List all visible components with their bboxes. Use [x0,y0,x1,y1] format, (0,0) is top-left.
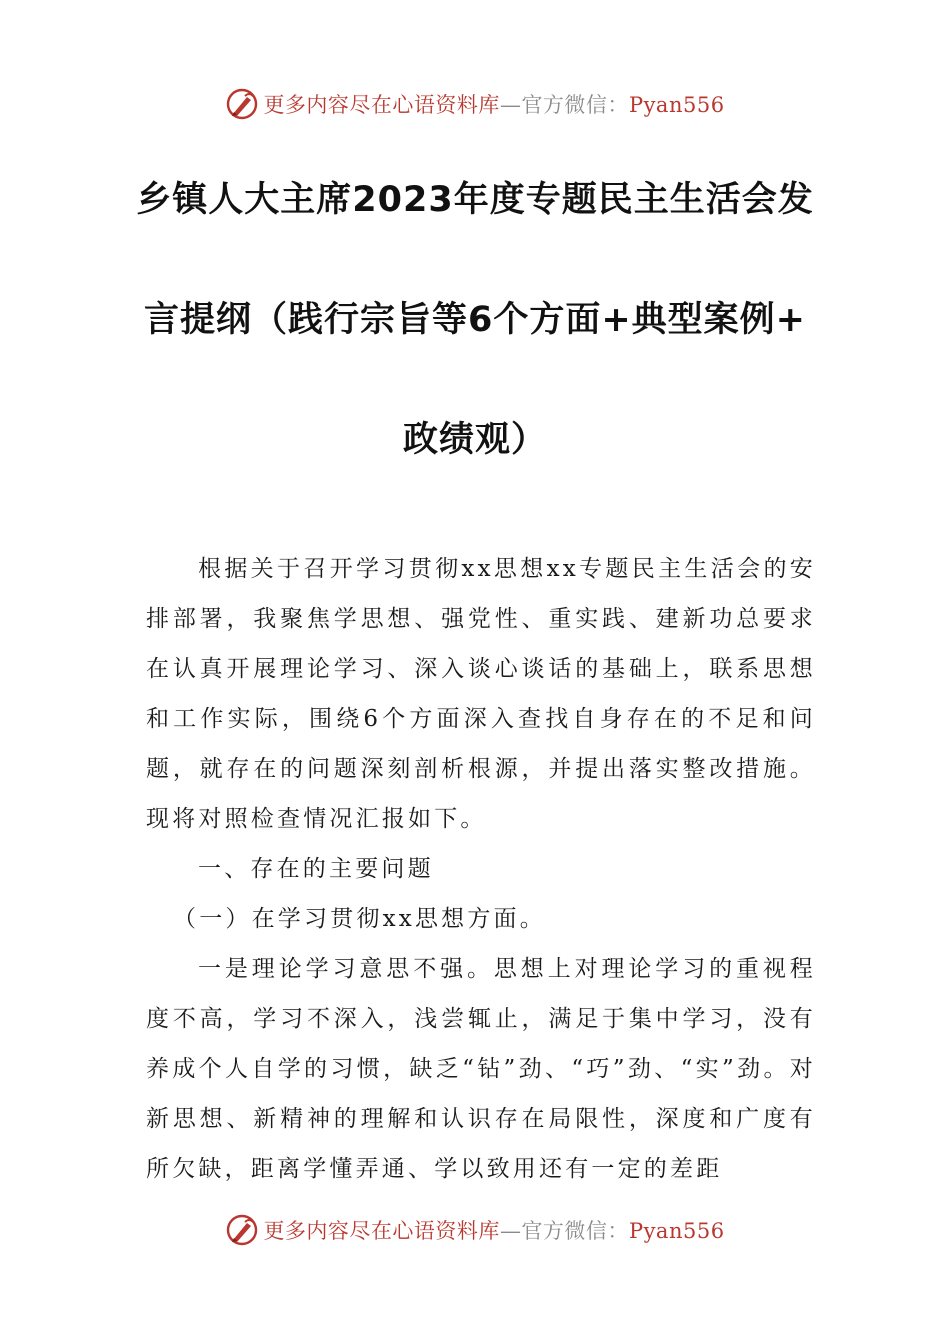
banner-sep: —官方微信： [499,93,629,117]
banner-wechat: Pyan556 [628,93,725,117]
banner-wechat: Pyan556 [628,1219,725,1243]
header-banner [0,84,950,124]
pen-logo-icon [225,87,259,121]
banner-main: 更多内容尽在心语资料库 [263,1219,500,1243]
doc-title-line-3: 政绩观） [402,420,547,460]
doc-title-line-1: 乡镇人大主席2023年度专题民主生活会发 [136,180,814,220]
doc-title-line-2: 言提纲（践行宗旨等6个方面+典型案例+ [143,300,806,340]
pen-logo-icon [225,1213,259,1247]
banner-sep: —官方微信： [499,1219,629,1243]
point-paragraph-1: 一是理论学习意思不强。思想上对理论学习的重视程度不高，学习不深入，浅尝辄止，满足于集中学习，没有养成个人自学的习惯，缺乏“钻”劲、“巧”劲、“实”劲。对新思想、新精神的理解和认识存在局限性，深度和广度有所欠缺，距离学懂弄通、学以致用还有一定的差距 [146,956,816,1182]
banner-text [263,89,724,119]
subsection-heading-1: （一）在学习贯彻xx思想方面。 [173,906,546,932]
banner-main: 更多内容尽在心语资料库 [263,93,500,117]
footer-banner [0,1210,950,1250]
intro-paragraph: 根据关于召开学习贯彻xx思想xx专题民主生活会的安排部署，我聚焦学思想、强党性、重实践、建新功总要求在认真开展理论学习、深入谈心谈话的基础上，联系思想和工作实际，围绕6个方面深入查找自身存在的不足和问题，就存在的问题深刻剖析根源，并提出落实整改措施。现将对照检查情况汇报如下。 [146,556,816,832]
banner-text [263,1215,724,1245]
section-heading-1: 一、存在的主要问题 [198,856,434,882]
